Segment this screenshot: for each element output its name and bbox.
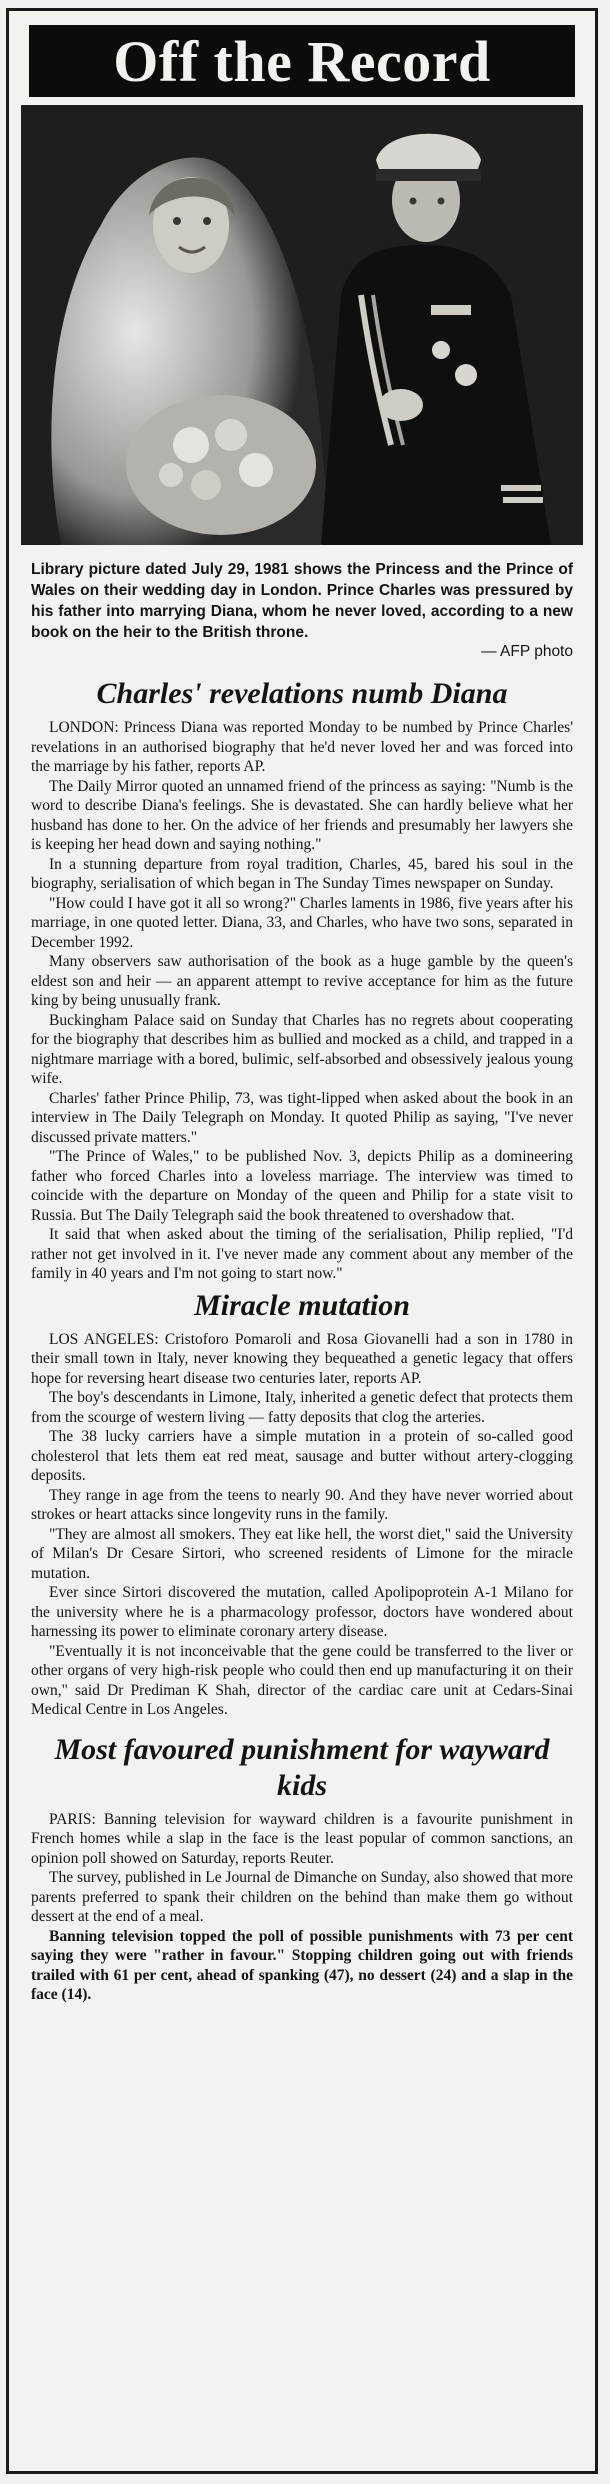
column-masthead <box>29 25 575 97</box>
story-body <box>31 1810 573 2005</box>
story-paragraph: It said that when asked about the timing of the serialisation, Philip replied, "I'd rather not get involved in it. I've never made any comment about any member of the family in 40 years and I'm not going to start now." <box>31 1226 573 1282</box>
story-body <box>31 718 573 1284</box>
wedding-photo-icon <box>21 105 583 545</box>
story-paragraph: PARIS: Banning television for wayward children is a favourite punishment in French homes while a slap in the face is the least popular of common sanctions, an opinion poll showed on Saturday, reports Reuter. <box>31 1810 573 1867</box>
story-paragraph: In a stunning departure from royal tradition, Charles, 45, bared his soul in the biography, serialisation of which began in The Sunday Times newspaper on Sunday. <box>31 855 573 892</box>
story-headline: Most favoured punishment for wayward kids <box>54 1732 550 1802</box>
story-paragraph: "They are almost all smokers. They eat like hell, the worst diet," said the University of Milan's Dr Cesare Sirtori, who screened residents of Limone for the miracle mutation. <box>31 1525 573 1582</box>
story-paragraph: LOS ANGELES: Cristoforo Pomaroli and Rosa Giovanelli had a son in 1780 in their small town in Italy, never knowing they bequeathed a genetic legacy that offers hope for reversing heart disease two centuries later, reports AP. <box>31 1330 573 1387</box>
story-paragraph: The 38 lucky carriers have a simple mutation in a protein of so-called good cholesterol that lets them eat red meat, sausage and butter without artery-clogging deposits. <box>31 1428 573 1484</box>
story-paragraph: Buckingham Palace said on Sunday that Charles has no regrets about cooperating for the biography that describes him as bullied and mocked as a child, and trapped in a nightmare marriage with a bored, bulimic, self-absorbed and obsessively jealous young wife. <box>31 1011 573 1087</box>
newspaper-column <box>6 8 598 2474</box>
wedding-photo <box>21 105 583 545</box>
masthead-title: Off the Record <box>113 28 491 94</box>
photo-credit: — AFP photo <box>481 643 573 660</box>
story-paragraph: The survey, published in Le Journal de Dimanche on Sunday, also showed that more parents preferred to spank their children on the behind than make them go without dessert at the end of a meal. <box>31 1869 573 1925</box>
story-headline: Charles' revelations numb Diana <box>96 677 508 710</box>
story-paragraph: Banning television topped the poll of possible punishments with 73 per cent saying they were "rather in favour." Stopping children going out with friends trailed with 61 per cent, ahead of spanking (47), no dessert (24) and a slap in the face (14). <box>31 1927 573 2003</box>
story-paragraph: The boy's descendants in Limone, Italy, inherited a genetic defect that protects them from the scourge of western living — fatty deposits that clog the arteries. <box>31 1389 573 1426</box>
story-paragraph: Many observers saw authorisation of the book as a huge gamble by the queen's eldest son and heir — an apparent attempt to revive acceptance for him as the future king by being unusually frank. <box>31 953 573 1009</box>
story-paragraph: Charles' father Prince Philip, 73, was tight-lipped when asked about the book in an interview in The Daily Telegraph on Monday. It quoted Philip as saying, "I've never discussed private matters." <box>31 1089 573 1146</box>
story-paragraph: "Eventually it is not inconceivable that the gene could be transferred to the liver or other organs of very high-risk people who could then end up manufacturing it on their own," said Dr Prediman K Shah, director of the cardiac care unit at Cedars-Sinai Medical Centre in Los Angeles. <box>31 1642 573 1718</box>
photo-caption <box>31 559 573 662</box>
caption-text: Library picture dated July 29, 1981 shows the Princess and the Prince of Wales on their wedding day in London. Prince Charles was pressured by his father into marrying Diana, whom he never loved, according to a new book on the heir to the British throne. <box>31 561 573 641</box>
story-body <box>31 1330 573 1720</box>
story-paragraph: "The Prince of Wales," to be published Nov. 3, depicts Philip as a domineering father who forced Charles into a loveless marriage. The interview was timed to coincide with the departure on Monday of the queen and Philip for a state visit to Russia. But The Daily Telegraph said the book threatened to overshadow that. <box>31 1148 573 1224</box>
story-paragraph: They range in age from the teens to nearly 90. And they have never worried about strokes or heart attacks since longevity runs in the family. <box>31 1486 573 1523</box>
story-paragraph: The Daily Mirror quoted an unnamed friend of the princess as saying: "Numb is the word to describe Diana's feelings. She is devastated. She can hardly believe what her husband has done to her. On the advice of her friends and presumably her lawyers she is keeping her head down and saying nothing." <box>31 777 573 853</box>
story-paragraph: LONDON: Princess Diana was reported Monday to be numbed by Prince Charles' revelations in an authorised biography that he'd never loved her and was forced into the marriage by his father, reports AP. <box>31 719 573 775</box>
story-headline: Miracle mutation <box>194 1288 410 1322</box>
story-paragraph: "How could I have got it all so wrong?" Charles laments in 1986, five years after his marriage, in one quoted letter. Diana, 33, and Charles, who have two sons, separated in December 1992. <box>31 894 573 951</box>
story-paragraph: Ever since Sirtori discovered the mutation, called Apolipoprotein A-1 Milano for the university where he is a pharmacology professor, doctors have wondered about harnessing its power to eliminate coronary artery disease. <box>31 1584 573 1640</box>
